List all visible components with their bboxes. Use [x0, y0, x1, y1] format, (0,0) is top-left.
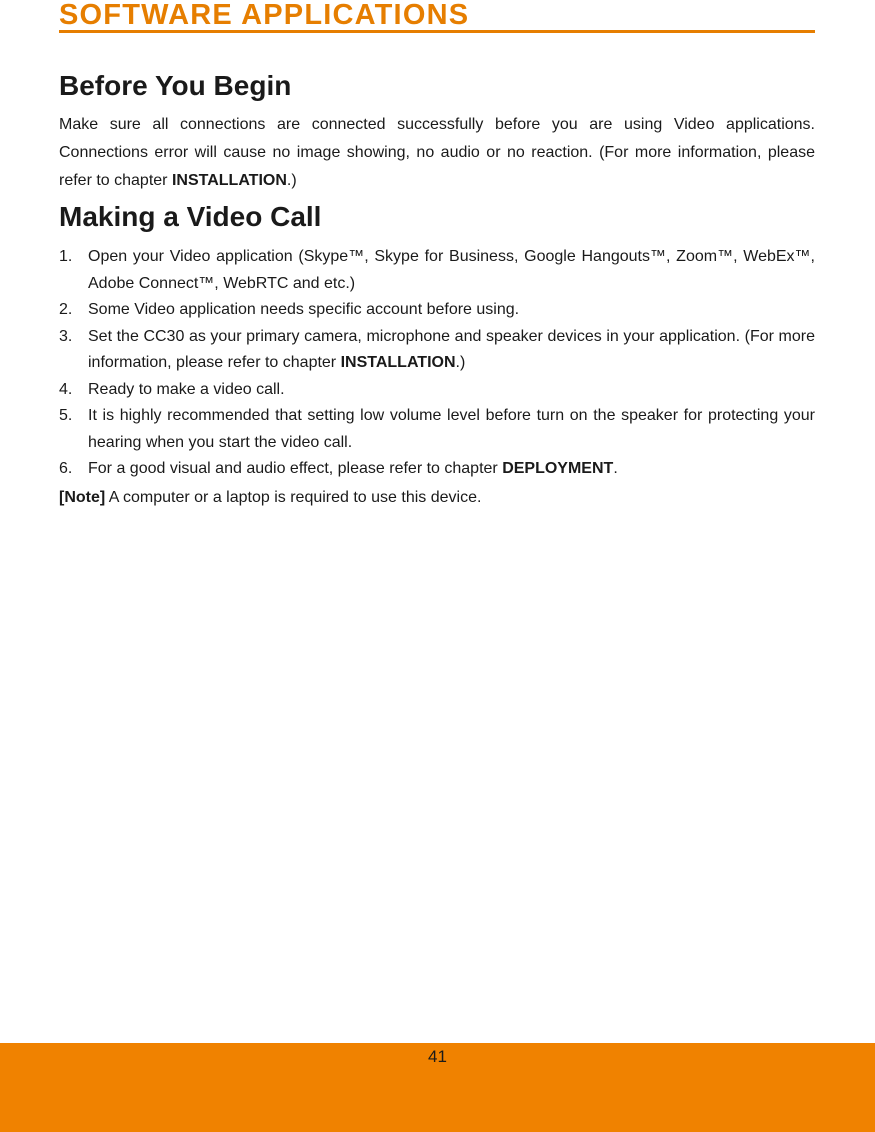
steps-list [59, 244, 815, 483]
page-content [59, 66, 815, 512]
step-number: 2. [59, 301, 73, 318]
step-text: Open your Video application (Skype™, Skype for Business, Google Hangouts™, Zoom™, WebEx™, Adobe Connect™, WebRTC and etc.) [88, 248, 815, 292]
paragraph-text-end: .) [286, 172, 297, 189]
list-item [59, 456, 815, 483]
list-item [59, 297, 815, 324]
step-text-end: . [613, 460, 618, 477]
step-number: 5. [59, 407, 73, 424]
installation-chapter-ref: INSTALLATION [340, 354, 456, 371]
step-text: For a good visual and audio effect, please refer to chapter [88, 460, 503, 477]
note-text: A computer or a laptop is required to use this device. [105, 488, 482, 506]
chapter-header [59, 0, 815, 33]
step-number: 3. [59, 327, 73, 345]
step-number: 6. [59, 460, 73, 477]
step-number: 1. [59, 248, 73, 265]
step-number: 4. [59, 380, 73, 398]
list-item [59, 377, 815, 404]
list-item [59, 244, 815, 297]
step-text: It is highly recommended that setting low volume level before turn on the speaker for protecting your hearing when you start the video call. [88, 407, 815, 451]
list-item [59, 324, 815, 377]
paragraph-text: Make sure all connections are connected successfully before you are using Video applications. Connections error will cause no image showing, no audio or no reaction. (For more information, please refer to chapter [59, 116, 815, 189]
note [59, 484, 815, 512]
installation-chapter-ref: INSTALLATION [171, 172, 287, 189]
before-you-begin-heading: Before You Begin [59, 70, 292, 101]
page-number: 41 [428, 1047, 447, 1066]
making-video-call-heading: Making a Video Call [59, 201, 322, 232]
before-you-begin-paragraph [59, 111, 815, 195]
deployment-chapter-ref: DEPLOYMENT [502, 460, 614, 477]
note-label: [Note] [59, 488, 106, 506]
chapter-title: SOFTWARE APPLICATIONS [59, 0, 470, 31]
list-item [59, 403, 815, 456]
step-text: Some Video application needs specific account before using. [88, 301, 520, 318]
step-text: Ready to make a video call. [88, 380, 285, 398]
step-text: Set the CC30 as your primary camera, microphone and speaker devices in your application. (For more information, please refer to chapter [88, 327, 815, 371]
step-text-end: .) [455, 354, 466, 371]
